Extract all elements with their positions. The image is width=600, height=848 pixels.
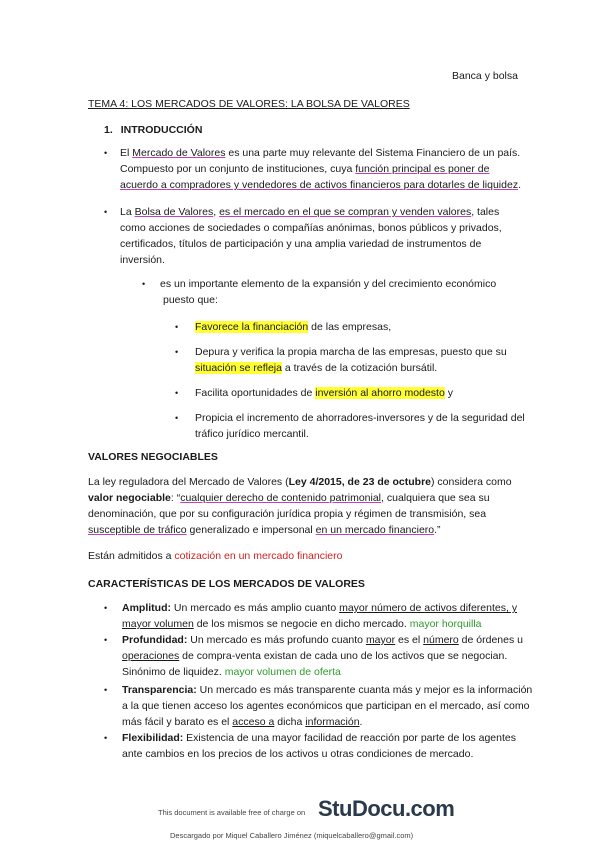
footer-downloaded-by: Descargado por Miquel Caballero Jiménez (miquelcaballero@gmail.com) [170,831,414,840]
paragraph-valores: La ley reguladora del Mercado de Valores (Ley 4/2015, de 23 de octubre) considera como valor negociable: “cualquier derecho de contenido patrimonial, cualquiera que sea su denominación, que por su configuración jurídica propia y régimen de transmisión, sea susceptible de tráfico generalizado e impersonal en un mercado financiero.” [88,476,512,536]
sub-item-financiacion: Favorece la financiación de las empresas, [195,321,392,333]
bullet-dot: • [104,733,108,743]
bullet-dot: • [104,685,108,695]
studocu-logo[interactable]: StuDocu.com [318,796,455,821]
bullet-dot: • [104,603,108,613]
sub-item-depura: Depura y verifica la propia marcha de las empresas, puesto que su situación se refleja a través de la cotización bursátil. [195,346,507,374]
bullet-dot: • [104,148,108,158]
footer-availability: This document is available free of charge on StuDocu.com [158,796,455,821]
item-profundidad: Profundidad: Un mercado es más profundo cuanto mayor es el número de órdenes u operaciones de compra-venta existan de cada uno de los activos que se negocian. Sinónimo de liquidez. mayor volumen de oferta [122,634,523,678]
sub-item-propicia: Propicia el incremento de ahorradores-inversores y de la seguridad del tráfico jurídico mercantil. [195,412,525,440]
sub-item-facilita: Facilita oportunidades de inversión al ahorro modesto y [195,387,453,399]
item-flexibilidad: Flexibilidad: Existencia de una mayor facilidad de reacción por parte de los agentes ante cambios en los precios de los activos u otras condiciones de mercado. [122,732,516,760]
bullet-dot: • [175,322,179,332]
paragraph-admitidos: Están admitidos a cotización en un mercado financiero [88,550,343,562]
header-subject: Banca y bolsa [452,70,518,82]
bullet-dot: • [175,388,179,398]
heading-valores-negociables: VALORES NEGOCIABLES [88,451,218,463]
bullet-dot: • [104,635,108,645]
section-title: INTRODUCCIÓN [120,124,203,136]
item-amplitud: Amplitud: Un mercado es más amplio cuanto mayor número de activos diferentes, y mayor volumen de los mismos se negocie en dicho mercado. mayor horquilla [122,602,518,630]
topic-title: TEMA 4: LOS MERCADOS DE VALORES: LA BOLSA DE VALORES [88,98,410,110]
bullet-dot: • [175,413,179,423]
paragraph-mercado-valores: El Mercado de Valores es una parte muy relevante del Sistema Financiero de un país. Compuesto por un conjunto de instituciones, cuya función principal es poner de acuerdo a compradores y vendedores de activos financieros para dotarles de liquidez. [120,147,521,191]
heading-caracteristicas: CARACTERÍSTICAS DE LOS MERCADOS DE VALORES [88,578,365,590]
bullet-dot: • [175,347,179,357]
item-transparencia: Transparencia: Un mercado es más transparente cuanta más y mejor es la información a la que tienen acceso los agentes económicos que participan en el mercado, así como más fácil y barato es el acceso a dicha información. [122,684,533,728]
section-number: 1. [104,124,113,136]
bullet-dot: • [142,279,146,289]
section-introduccion [104,124,202,136]
bullet-dot: • [104,207,108,217]
paragraph-bolsa-valores: La Bolsa de Valores, es el mercado en el que se compran y venden valores, tales como acciones de sociedades o compañías anónimas, bonos públicos y privados, certificados, títulos de participación y una amplia variedad de instrumentos de inversión. [120,206,502,266]
paragraph-importante: es un importante elemento de la expansión y del crecimiento económico puesto que: [160,278,497,306]
